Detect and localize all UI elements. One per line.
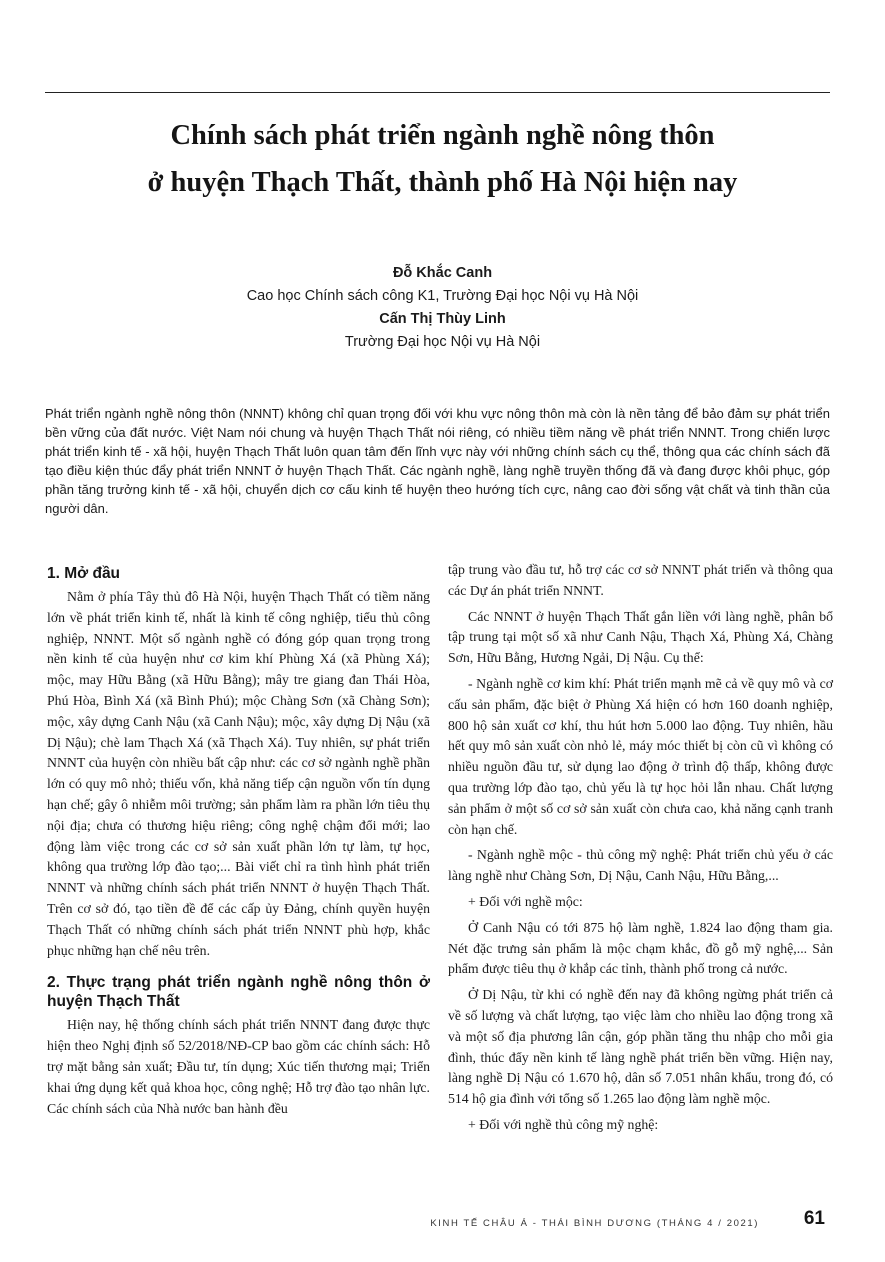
article-title [40, 112, 845, 206]
section-heading-2: 2. Thực trạng phát triển ngành nghề nông thôn ở huyện Thạch Thất [47, 974, 430, 1011]
paragraph: Ở Canh Nậu có tới 875 hộ làm nghề, 1.824 lao động tham gia. Nét đặc trưng sản phẩm là mộc chạm khắc, đồ gỗ mỹ nghệ,... Sản phẩm được tiêu thụ ở khắp các tỉnh, thành phố trong cả nước. [448, 919, 833, 977]
paragraph: - Ngành nghề cơ kim khí: Phát triển mạnh mẽ cả về quy mô và cơ cấu sản phẩm, đặc biệt ở Phùng Xá hiện có hơn 160 doanh nghiệp, 800 hộ sản xuất cơ khí, thu hút hơn 5.000 lao động. Tuy nhiên, hầu hết quy mô sản xuất còn nhỏ lẻ, máy móc thiết bị còn cũ vì không có nhiều nguồn đầu tư, sử dụng lao động ở trình độ thấp, không được qua trường lớp đào tạo, chủ yếu là tự học hỏi lẫn nhau. Chất lượng sản phẩm ở một số cơ sở sản xuất còn chưa cao, khả năng cạnh tranh còn hạn chế. [448, 675, 833, 837]
paragraph: Nằm ở phía Tây thủ đô Hà Nội, huyện Thạch Thất có tiềm năng lớn về phát triển kinh tế, nhất là kinh tế công nghiệp, tiểu thủ công nghiệp, NNNT. Một số ngành nghề có đóng góp quan trọng trong nền kinh tế của huyện như cơ kim khí Phùng Xá (xã Phùng Xá); mộc, may Hữu Bằng (xã Hữu Bằng); mây tre giang đan Thái Hòa, Phú Hòa, Bình Xá (xã Bình Phú); mộc Chàng Sơn (xã Chàng Sơn); mộc, xây dựng Canh Nậu (xã Canh Nậu); mộc, xây dựng Dị Nậu (xã Dị Nậu); chè lam Thạch Xá (xã Thạch Xá). Tuy nhiên, sự phát triển NNNT của huyện còn nhiều bất cập như: các cơ sở ngành nghề phần lớn có quy mô nhỏ; thiếu vốn, khả năng tiếp cận nguồn vốn tín dụng hạn chế; gây ô nhiễm môi trường; sản phẩm làm ra phần lớn tiêu thụ nội địa; chưa có thương hiệu riêng; công nghệ chậm đổi mới; lao động làm việc trong các cơ sở sản xuất phần lớn tự làm, tự học, không qua trường lớp đào tạo;... Bài viết chỉ ra tình hình phát triển NNNT và những chính sách phát triển NNNT ở huyện Thạch Thất. Trên cơ sở đó, tạo tiền đề để các cấp ủy Đảng, chính quyền huyện Thạch Thất có những chính sách phát triển NNNT phù hợp, khắc phục những hạn chế nêu trên. [47, 589, 430, 958]
left-column [47, 556, 430, 1124]
paragraph: Hiện nay, hệ thống chính sách phát triển NNNT đang được thực hiện theo Nghị định số 52/2018/NĐ-CP bao gồm các chính sách: Hỗ trợ mặt bằng sản xuất; Đầu tư, tín dụng; Xúc tiến thương mại; Triển khai ứng dụng kết quả khoa học, công nghệ; Hỗ trợ đào tạo nhân lực. Các chính sách của Nhà nước ban hành đều [47, 1017, 430, 1116]
paragraph: tập trung vào đầu tư, hỗ trợ các cơ sở NNNT phát triển và thông qua các Dự án phát triển NNNT. [448, 562, 833, 598]
paragraph: Ở Dị Nậu, từ khi có nghề đến nay đã không ngừng phát triển cả về số lượng và chất lượng, tạo việc làm cho nhiều lao động trong xã và một số địa phương lân cận, góp phần tăng thu nhập cho mỗi gia đình, thúc đẩy nền kinh tế làng nghề phát triển bền vững. Hiện nay, làng nghề Dị Nậu có 1.670 hộ, dân số 7.051 nhân khẩu, trong đó, có 514 hộ gia đình với tổng số 1.265 lao động làm nghề mộc. [448, 987, 833, 1107]
page-number: 61 [803, 1208, 825, 1229]
abstract: Phát triển ngành nghề nông thôn (NNNT) không chỉ quan trọng đối với khu vực nông thôn mà còn là nền tảng để bảo đảm sự phát triển bền vững của đất nước. Việt Nam nói chung và huyện Thạch Thất nói riêng, có nhiều tiềm năng về phát triển NNNT. Trong chiến lược phát triển kinh tế - xã hội, huyện Thạch Thất luôn quan tâm đến lĩnh vực này với những chính sách cụ thể, thông qua các chính sách đã tạo điều kiện thúc đẩy phát triển NNNT ở huyện Thạch Thất. Các ngành nghề, làng nghề truyền thống đã và đang được khôi phục, góp phần tăng trưởng kinh tế - xã hội, chuyển dịch cơ cấu kinh tế huyện theo hướng tích cực, nâng cao đời sống vật chất và tinh thần của người dân. [45, 406, 830, 517]
right-column [448, 560, 833, 1141]
header-rule [45, 92, 830, 93]
journal-footer: KINH TẾ CHÂU Á - THÁI BÌNH DƯƠNG (THÁNG 4 / 2021) [430, 1218, 759, 1229]
paragraph: - Ngành nghề mộc - thủ công mỹ nghệ: Phát triển chủ yếu ở các làng nghề như Chàng Sơn, Dị Nậu, Canh Nậu, Hữu Bằng,... [448, 847, 833, 884]
paragraph: Các NNNT ở huyện Thạch Thất gắn liền với làng nghề, phân bổ tập trung tại một số xã như Canh Nậu, Thạch Xá, Phùng Xá, Chàng Sơn, Hữu Bằng, Hương Ngải, Dị Nậu. Cụ thể: [448, 608, 833, 666]
title-line-1: Chính sách phát triển ngành nghề nông thôn [170, 120, 715, 151]
author-affiliation-1: Cao học Chính sách công K1, Trường Đại học Nội vụ Hà Nội [246, 288, 639, 304]
author-affiliation-2: Trường Đại học Nội vụ Hà Nội [344, 334, 541, 350]
author-name-2: Cấn Thị Thùy Linh [379, 311, 506, 327]
author-name-1: Đỗ Khắc Canh [392, 265, 493, 281]
paragraph: + Đối với nghề mộc: [468, 893, 583, 909]
title-line-2: ở huyện Thạch Thất, thành phố Hà Nội hiện nay [147, 167, 738, 198]
paragraph: + Đối với nghề thủ công mỹ nghệ: [468, 1116, 659, 1132]
section-heading-1: 1. Mở đầu [47, 565, 121, 582]
author-block [40, 262, 845, 354]
